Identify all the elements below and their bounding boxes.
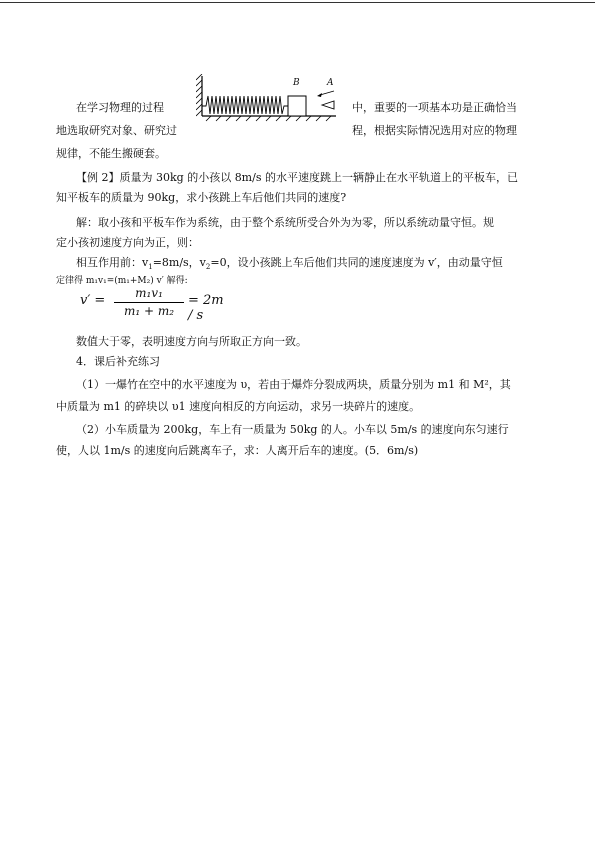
q1-line2: 中质量为 m1 的碎块以 υ1 速度向相反的方向运动，求另一块碎片的速度。: [56, 400, 421, 413]
label-b: B: [293, 78, 300, 88]
spring: [202, 96, 288, 114]
q2-line2: 使，人以 1m/s 的速度向后跳离车子，求：人离开后车的速度。(5．6m/s): [56, 444, 419, 457]
object-a: [322, 101, 334, 109]
formula-numerator: m₁v₁: [135, 286, 163, 300]
top-border-line: [0, 2, 595, 3]
conclusion: 数值大于零，表明速度方向与所取正方向一致。: [76, 335, 307, 348]
solution-line2: 定小孩初速度方向为正，则：: [56, 236, 199, 249]
intro-line3: 规律，不能生搬硬套。: [56, 147, 166, 160]
block-b: [288, 96, 306, 116]
q2-line1: （2）小车质量为 200kg，车上有一质量为 50kg 的人。小车以 5m/s 的速度向东匀速行: [76, 423, 509, 436]
intro-right-line1: 中，重要的一项基本功是正确恰当: [352, 101, 517, 114]
section4-heading: 4．课后补充练习: [76, 355, 160, 368]
formula-denominator: m₁ + m₂: [123, 304, 175, 318]
momentum-formula: [80, 286, 230, 323]
intro-left-line2: 地选取研究对象、研究过: [56, 124, 177, 137]
spring-block-figure: [196, 74, 346, 124]
formula-rhs: = 2m / s: [188, 293, 224, 323]
label-a: A: [327, 78, 334, 88]
example2-line2: 知平板车的质量为 90kg，求小孩跳上车后他们共同的速度?: [56, 191, 347, 204]
solution-line4: 定律得 m₁v₁=(m₁+M₂) v′ 解得:: [56, 276, 188, 286]
intro-left-line1: 在学习物理的过程: [76, 101, 164, 114]
intro-right-line2: 程，根据实际情况选用对应的物理: [352, 124, 517, 137]
example2-line1: 【例 2】质量为 30kg 的小孩以 8m/s 的水平速度跳上一辆静止在水平轨道上的平板车，已: [76, 171, 518, 184]
q1-line1: （1）一爆竹在空中的水平速度为 υ，若由于爆炸分裂成两块，质量分别为 m1 和 M²，其: [76, 378, 511, 391]
formula-lhs: v′ =: [80, 293, 106, 308]
spring-diagram: [196, 74, 346, 124]
solution-line3: 相互作用前：$v_1=8m/s$，$v_2=0$，设小孩跳上车后他们共同的速度速度为 v′，由动量守恒: [76, 256, 503, 272]
formula-fraction: [114, 286, 184, 318]
solution-line1: 解：取小孩和平板车作为系统，由于整个系统所受合外为为零，所以系统动量守恒。规: [76, 216, 494, 229]
